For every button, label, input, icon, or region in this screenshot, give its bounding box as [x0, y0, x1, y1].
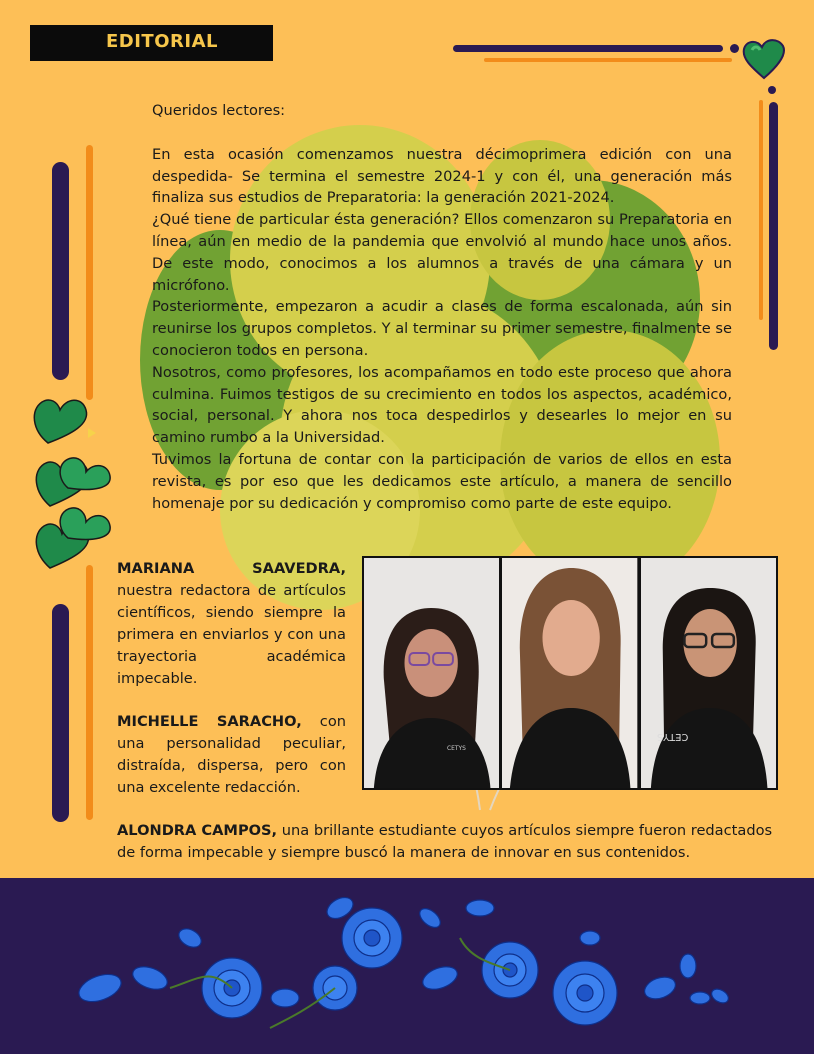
decor-bar-left-orange-2 — [86, 565, 93, 820]
shirt-logo-text: CETYS — [446, 744, 466, 753]
bio-text: nuestra redactora de artículos científicos, siendo siempre la primera en enviarlos y con una trayectoria académica impecable. — [117, 582, 346, 687]
decor-bar-left-2 — [52, 604, 69, 822]
decor-dot — [768, 86, 776, 94]
editorial-letter — [152, 100, 732, 514]
decor-dot — [730, 44, 739, 53]
decor-bar-top — [453, 45, 723, 52]
bio-alondra — [117, 820, 782, 864]
student-photo — [502, 558, 637, 788]
bio-mariana — [117, 558, 346, 690]
heart-icon — [28, 388, 118, 598]
letter-greeting: Queridos lectores: — [152, 102, 286, 119]
heart-icon — [740, 36, 788, 82]
letter-paragraph: Posteriormente, empezaron a acudir a clases de forma escalonada, aún sin reunirse los grupos completos. Y al terminar su primer semestre, finalmente se conocieron todos en persona. — [152, 298, 732, 359]
letter-paragraph: En esta ocasión comenzamos nuestra décimoprimera edición con una despedida- Se termina el semestre 2024-1 y con él, una generación más finaliza sus estudios de Preparatoria: la generación 2021-2024. — [152, 145, 732, 207]
shirt-logo-text: CETYS — [656, 730, 689, 743]
footer-band — [0, 878, 814, 1054]
decor-bar-top-orange — [484, 58, 732, 62]
bio-name: ALONDRA CAMPOS, — [117, 822, 278, 839]
bio-text: con una personalidad peculiar, distraída, dispersa, pero con una excelente redacción. — [117, 713, 347, 796]
student-photo — [364, 558, 499, 788]
bio-text: una brillante estudiante cuyos artículos siempre fueron redactados de forma impecable y siempre buscó la manera de innovar en sus contenidos. — [117, 822, 773, 861]
letter-paragraph: ¿Qué tiene de particular ésta generación? Ellos comenzaron su Preparatoria en línea, aún en medio de la pandemia que envolvió al mundo hace unos años. De este modo, conocimos a los alumnos a través de una cámara y un micrófono. — [152, 211, 732, 294]
bio-name: MARIANA SAAVEDRA, — [117, 560, 346, 577]
decor-bar-right — [769, 102, 778, 350]
rose-icon — [0, 878, 814, 1054]
decor-bar-left-orange-1 — [86, 145, 93, 400]
decor-bar-left-1 — [52, 162, 69, 380]
decor-bar-right-orange — [759, 100, 763, 320]
letter-paragraph: Tuvimos la fortuna de contar con la participación de varios de ellos en esta revista, es por eso que les dedicamos este artículo, a manera de sencillo homenaje por su dedicación y compromiso como parte de este equipo. — [152, 450, 732, 512]
section-tag — [30, 25, 273, 61]
bio-name: MICHELLE SARACHO, — [117, 713, 302, 730]
bio-michelle — [117, 711, 346, 799]
letter-paragraph: Nosotros, como profesores, los acompañamos en todo este proceso que ahora culmina. Fuimos testigos de su crecimiento en todos los aspectos, académico, social, personal. Y ahora nos toca despedirlos y desearles lo mejor en su camino rumbo a la Universidad. — [152, 363, 732, 447]
student-photo — [641, 558, 776, 788]
section-title: EDITORIAL — [106, 31, 218, 52]
student-photos — [362, 556, 778, 790]
